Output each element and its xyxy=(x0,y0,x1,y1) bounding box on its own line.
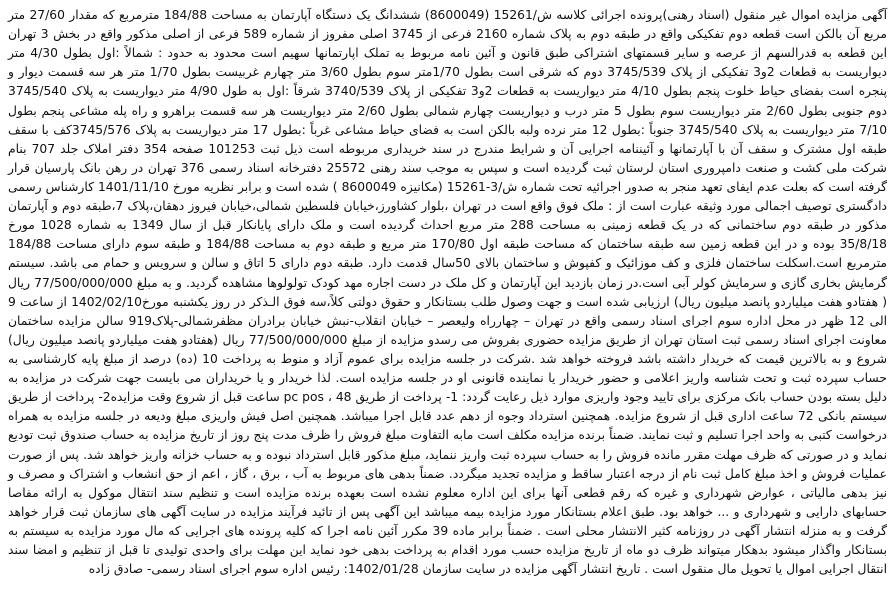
auction-notice-body: آگهی مزایده اموال غیر منقول (اسناد رهنی)پرونده اجرائی کلاسه ش/15261 (8600049) ششدانگ یک دستگاه آپارتمان به مساحت 184/88 مترمربع که مقدار 27/60 متر مربع آن بالکن است قطعه دوم تفکیکی واقع در طبقه دوم به پلاک شماره 2160 فرعی از 3745 اصلی مفروز از شماره 589 فرعی از اصلی مذکور واقع در بخش 3 تهران این قطعه به قدرالسهم از عرصه و سایر قسمتهای اشتراکی طبق قانون و آئین نامه مربوط به تملک اپارتمانها سهیم است محدود به حدود : شمالاً :اول بطول 4/30 متر دیواریست به قطعات 2و3 تفکیکی از پلاک 3745/539 دوم که شرقی است بطول 1/70متر سوم بطول 3/60 متر چهارم غربیست بطول 1/70 متر هر سه قسمت دیوار و پنجره است بفضای حیاط خلوت پنجم بطول 4/10 متر دیواریست به قطعات 2و3 تفکیکی از پلاک 3740/539 شرقاً :اول به طول 4/90 متر دیواریست به پلاک 3745/540 دوم جنوبی بطول 2/60 متر دیواریست سوم بطول 5 متر درب و دیواریست چهارم شمالی بطول 2/60 متر دیواریست هر سه قسمت براهرو و راه پله مشاعی پنجم بطول 7/10 متر دیواریست به پلاک 3745/540 جنوباً :بطول 12 متر نرده ولبه بالکن است به فضای حیاط مشاعی غرباً :بطول 17 متر دیواریست به پلاک 3745/576کف با سقف طبقه اول مشترک و سقف آن با آپارتمانها و آئیننامه اجرایی آن و شرایط مندرج در سند خریداری مربوطه است ذیل ثبت 101253 صفحه 354 دفتر املاک جلد 707 بنام شرکت ملی کشت و صنعت دامپروری استان لرستان ثبت گردیده است و سپس به موجب سند رهنی 25572 دفترخانه اسناد رسمی 376 تهران در رهن بانک پارسیان قرار گرفته است که بعلت عدم ایفای تعهد منجر به صدور اجرائیه تحت شماره ش/3-15261 (مکانیزه 8600049 ) شده است و برابر نظریه مورخ 1401/11/10 کارشناس رسمی دادگستری توصیف اجمالی مورد وثیقه عبارت است از : ملک فوق واقع است در تهران ،بلوار کشاورز،خیابان فلسطین شمالی،خیابان فیروز دهقان،پلاک 7،طبقه دوم و آپارتمان مذکور در طبقه دوم ساختمانی که در یک قطعه زمینی به مساحت 288 متر مربع احداث گردیده است و ملک دارای پایانکار قبل از سال 1349 به شماره 1028 مورخ 35/8/18 بوده و در این قطعه زمین سه طبقه ساختمان که مساحت طبقه اول 170/80 متر مربع و طبقه دوم به مساحت 184/88 و طبقه سوم دارای مساحت 184/88 مترمربع است.اسکلت ساختمان فلزی و کف موزائیک و کفپوش و ساختمان بالای 50سال قدمت دارد. طبقه دوم دارای 5 اتاق و سالن و سرویس و حمام می باشد. سیستم گرمایش بخاری گازی و سرمایش کولر آبی است.در زمان بازدید این آپارتمان و کل ملک در دست اجاره مهد کودک تولولوها مشاهده گردید. و به مبلغ 77/500/000/000 ریال ( هفتادو هفت میلیاردو پانصد میلیون ریال) ارزیابی شده است و جهت وصول طلب بستانکار و حقوق دولتی کلاً،سه فوق الـذکر در روز یکشنبه مورخ1402/02/10 از ساعت 9 الی 12 ظهر در محل اداره سوم اجرای اسناد رسمی واقع در تهران – چهارراه ولیعصر – خیابان انقلاب-نبش خیابان برادران مظفرشمالی-پلاک919 سالن مزایده ساختمان معاونت اجرای اسناد رسمی ثبت استان تهران از طریق مزایده حضوری بفروش می رسدو مزایده از مبلغ 77/500/000/000 ریال (هفتادو هفت میلیاردو پانصد میلیون ریال) شروع و به بالاترین قیمت که خریدار داشته باشد فروخته خواهد شد .شرکت در جلسه مزایده برای عموم آزاد و منوط به پرداخت 10 (ده) درصد از مبلغ پایه کارشناسی به حساب سپرده ثبت و تحت شناسه واریز اعلامی و حضور خریدار یا نماینده قانونی او در جلسه مزایده است. لذا خریدار و یا خریداران می بایست جهت شرکت در مزایده به دلیل بسته بودن حساب بانک مرکزی برای تایید وجود واریزی موارد ذیل رعایت گردد: 1- پرداخت از طریق pc pos ، 48 ساعت قبل از شروع وقت مزایده2- پرداخت از طریق سیستم بانکی 72 ساعت اداری قبل از شروع مزایده. همچنین استرداد وجوه از دهم عدد قابل اجرا میباشد. همچنین اصل فیش واریزی مبلغ ودیعه در جلسه مزایده به همراه درخواست کتبی به واحد اجرا تسلیم و ثبت نمایند. ضمناً برنده مزایده مکلف است مابه التفاوت مبلغ فروش را ظرف مدت پنج روز از تاریخ مزایده به حساب صندوق ثبت تودیع نماید و در صورتی که ظرف مهلت مقرر مانده فروش را به حساب سپرده ثبت واریز ننماید، مبلغ مذکور قابل استرداد نبوده و به حساب خزانه واریز خواهد شد. پس از صورت عملیات فروش و اخذ مبلغ کامل ثبت نام از درجه اعتبار ساقط و مزایده تجدید میگردد. ضمناً بدهی های مربوط به آب ، برق ، گاز ، اعم از حق انشعاب و اشتراک و مصرف و نیز بدهی مالیاتی ، عوارض شهرداری و غیره که رقم قطعی آنها برای این اداره معلوم نشده است بعهده برنده مزایده است و تنظیم سند انتقال موکول به ارائه مفاصا حسابهای دارایی و شهرداری و ... خواهد بود. طبق اعلام بستانکار مورد مزایده بیمه میباشد این آگهی پس از تائید فرآیند مزایده در سایت آگهی های سازمان ثبت قرار خواهد گرفت و به منزله انتشار آگهی در روزنامه کثیر الانتشار محلی است . ضمناً برابر ماده 39 مکرر آئین نامه اجرا که کلیه پرونده های اجرایی که مال مورد مزایده به سیستم به بستانکار واگذار میشود بدهکار میتواند ظرف دو ماه از تاریخ مزایده حسب مورد اقدام به پرداخت بدهی خود نماید این مهلت برای واحدی تولیدی تا قبل از تنظیم و امضا سند انتقال اجرایی اموال یا تحویل مال منقول است . تاریخ انتشار آگهی مزایده در سایت سازمان 1402/01/28: رئیس اداره سوم اجرای اسناد رسمی- صادق زاده xyxy=(8,8,888,577)
auction-notice-text xyxy=(8,6,887,579)
